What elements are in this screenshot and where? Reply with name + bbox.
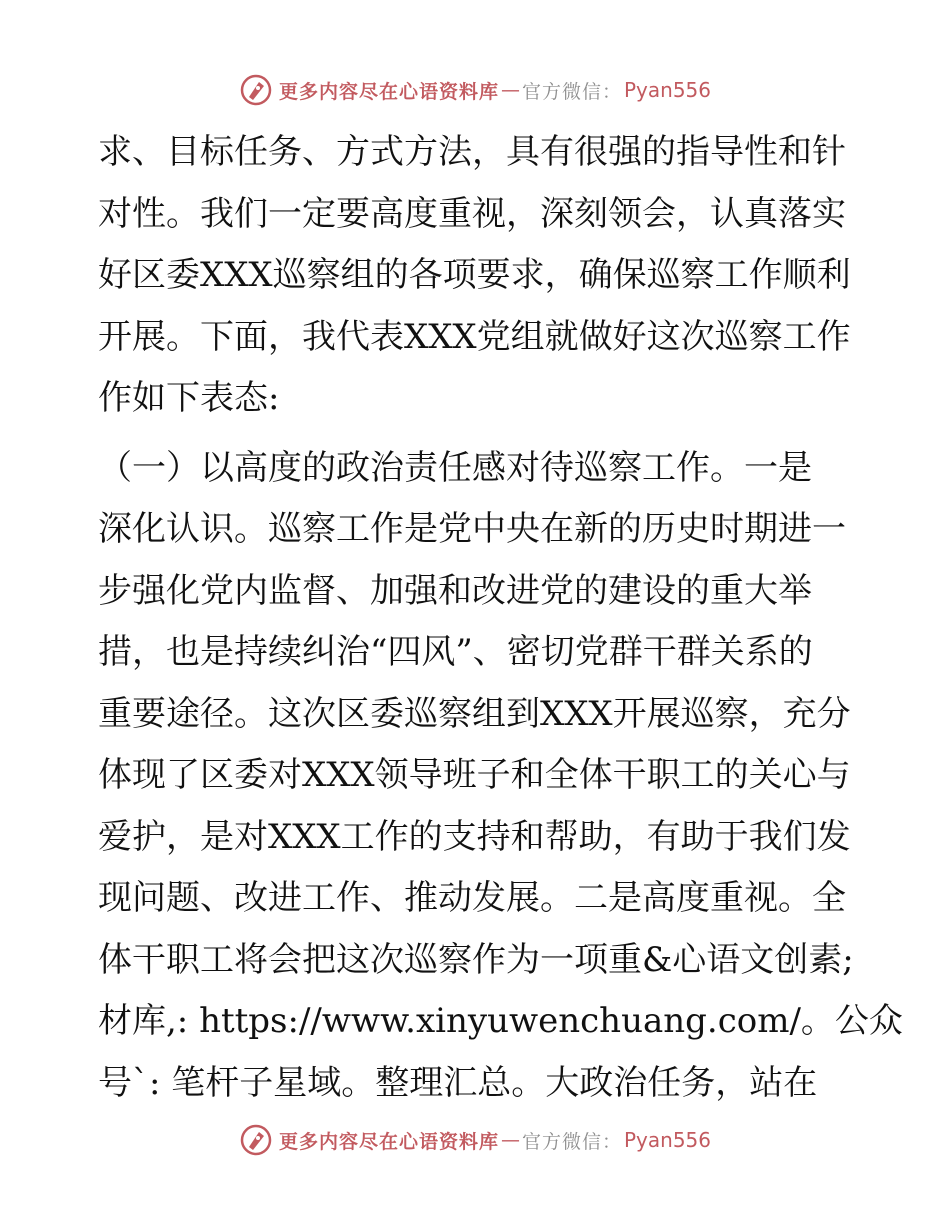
watermark-brand: 更多内容尽在心语资料库 [278, 1130, 499, 1153]
watermark-separator: — [500, 79, 520, 101]
text-line: 深化认识。巡察工作是党中央在新的历史时期进一 [98, 509, 846, 549]
footer-watermark [0, 1122, 950, 1158]
text-line: 爱护，是对XXX工作的支持和帮助，有助于我们发 [98, 816, 851, 857]
text-line: 号`: 笔杆子星域。整理汇总。大政治任务，站在 [98, 1062, 818, 1103]
text-line: 材库,: https://www.xinyuwenchuang.com/。公众 [98, 1001, 903, 1041]
header-watermark [0, 72, 950, 108]
pen-nib-circle-icon [239, 73, 273, 107]
watermark-brand: 更多内容尽在心语资料库 [278, 80, 499, 103]
text-line: 求、目标任务、方式方法，具有很强的指导性和针 [98, 132, 846, 172]
watermark-id: Pyan556 [624, 78, 712, 102]
text-line: 体干职工将会把这次巡察作为一项重&心语文创素; [98, 939, 854, 980]
paragraph [98, 122, 858, 430]
text-line: （一）以高度的政治责任感对待巡察工作。一是 [98, 447, 812, 488]
watermark-label: 官方微信： [521, 1130, 622, 1153]
watermark-label: 官方微信： [521, 80, 622, 103]
text-line: 好区委XXX巡察组的各项要求，确保巡察工作顺利 [98, 255, 851, 295]
text-line: 重要途径。这次区委巡察组到XXX开展巡察，充分 [98, 693, 851, 734]
text-line: 措，也是持续纠治“四风”、密切党群干群关系的 [98, 632, 813, 672]
watermark-separator: — [500, 1129, 520, 1151]
text-line: 步强化党内监督、加强和改进党的建设的重大举 [98, 570, 812, 611]
pen-nib-circle-icon [239, 1123, 273, 1157]
text-line: 现问题、改进工作、推动发展。二是高度重视。全 [98, 878, 846, 918]
text-line: 对性。我们一定要高度重视，深刻领会，认真落实 [98, 193, 846, 234]
text-line: 作如下表态: [98, 378, 280, 418]
document-body [98, 122, 903, 1114]
watermark-id: Pyan556 [624, 1128, 712, 1152]
text-line: 体现了区委对XXX领导班子和全体干职工的关心与 [98, 755, 851, 795]
text-line: 开展。下面，我代表XXX党组就做好这次巡察工作 [98, 316, 851, 357]
paragraph [98, 438, 903, 1115]
paragraph-gap [98, 430, 858, 438]
